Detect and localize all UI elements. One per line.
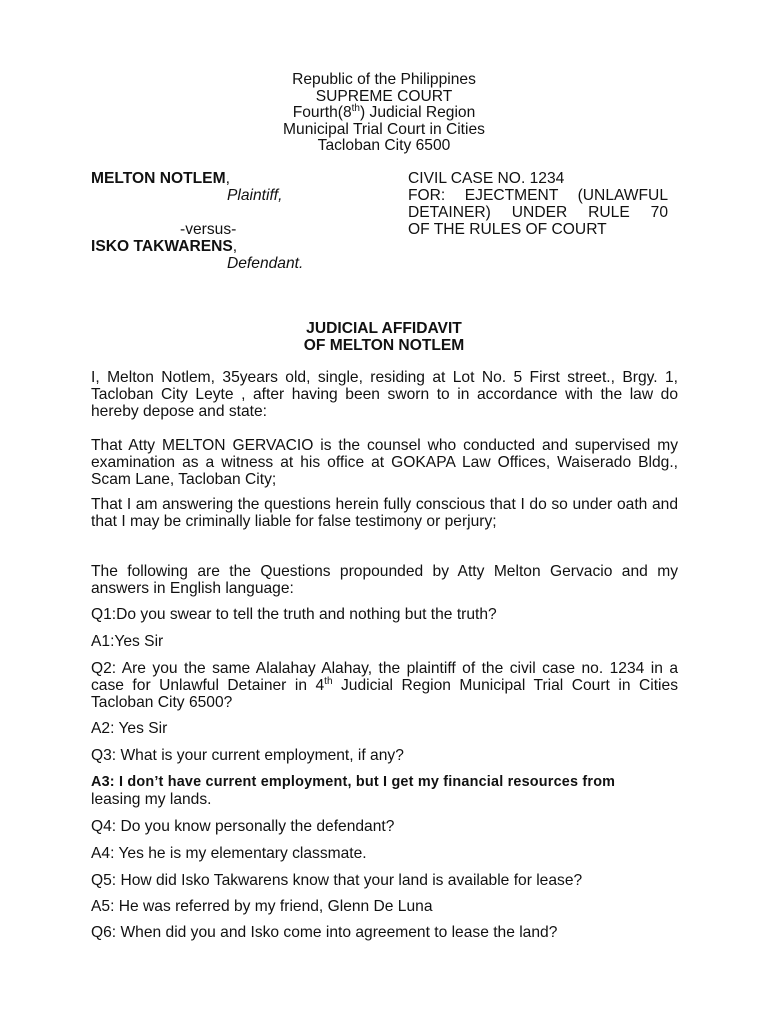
answer-3-rest: leasing my lands. xyxy=(91,791,212,808)
counsel-paragraph: That Atty MELTON GERVACIO is the counsel who conducted and supervised my examination as a witness at his office at GOKAPA Law Offices, Waiserado Bldg., Scam Lane, Tacloban City; xyxy=(91,437,678,488)
affidavit-title xyxy=(0,320,768,354)
case-details xyxy=(408,170,668,238)
defendant-name: ISKO TAKWARENS xyxy=(91,238,233,255)
intro-paragraph: I, Melton Notlem, 35years old, single, residing at Lot No. 5 First street., Brgy. 1, Tacloban City Leyte , after having been sworn to in accordance with the law do hereby depose and state: xyxy=(91,369,678,420)
header-city: Tacloban City 6500 xyxy=(317,137,451,155)
question-2 xyxy=(91,660,678,711)
defendant-line xyxy=(91,238,391,255)
title-line1: JUDICIAL AFFIDAVIT xyxy=(306,320,462,337)
case-nature-line3: OF THE RULES OF COURT xyxy=(408,221,607,238)
versus-label: -versus- xyxy=(180,221,237,238)
answer-2: A2: Yes Sir xyxy=(91,720,168,737)
header-trial-court: Municipal Trial Court in Cities xyxy=(283,120,485,138)
question-3: Q3: What is your current employment, if any? xyxy=(91,747,404,764)
question-4: Q4: Do you know personally the defendant? xyxy=(91,818,395,835)
case-nature-line1: FOR: EJECTMENT (UNLAWFUL xyxy=(408,187,668,204)
question-2-sup: th xyxy=(324,675,333,687)
court-header xyxy=(0,72,768,155)
case-number: CIVIL CASE NO. 1234 xyxy=(408,170,565,187)
header-region-sup: th xyxy=(351,103,360,114)
question-1: Q1:Do you swear to tell the truth and nothing but the truth? xyxy=(91,606,497,623)
oath-paragraph: That I am answering the questions herein fully conscious that I do so under oath and that I may be criminally liable for false testimony or perjury; xyxy=(91,496,678,530)
question-5: Q5: How did Isko Takwarens know that your land is available for lease? xyxy=(91,872,583,889)
title-line2: OF MELTON NOTLEM xyxy=(303,337,465,354)
question-2-text: Q2: Are you the same Alalahay Alahay, the plaintiff of the civil case no. 1234 in a case for Unlawful Detainer in 4 xyxy=(91,660,678,694)
defendant-comma: , xyxy=(232,238,238,255)
case-parties xyxy=(91,170,391,272)
answer-5: A5: He was referred by my friend, Glenn De Luna xyxy=(91,898,433,915)
plaintiff-line xyxy=(91,170,391,187)
header-judicial-region xyxy=(0,105,768,122)
plaintiff-name: MELTON NOTLEM xyxy=(91,170,226,187)
header-region-text-end: ) Judicial Region xyxy=(360,104,476,122)
case-nature-line2: DETAINER) UNDER RULE 70 xyxy=(408,204,668,221)
questions-intro-paragraph: The following are the Questions propounded by Atty Melton Gervacio and my answers in English language: xyxy=(91,563,678,597)
question-2-text-end: Judicial Region Municipal Trial Court in Cities Tacloban City 6500? xyxy=(91,677,678,711)
plaintiff-role: Plaintiff, xyxy=(227,187,283,204)
answer-3 xyxy=(91,774,678,809)
header-supreme-court: SUPREME COURT xyxy=(315,87,453,105)
defendant-role: Defendant. xyxy=(227,255,304,272)
header-republic: Republic of the Philippines xyxy=(292,71,476,88)
header-region-text: Fourth(8 xyxy=(292,104,352,122)
plaintiff-comma: , xyxy=(225,170,230,187)
question-6: Q6: When did you and Isko come into agreement to lease the land? xyxy=(91,924,558,941)
answer-1: A1:Yes Sir xyxy=(91,633,164,650)
answer-4: A4: Yes he is my elementary classmate. xyxy=(91,845,367,862)
affidavit-body xyxy=(91,369,678,941)
answer-3-bold: A3: I don’t have current employment, but I get my financial resources from xyxy=(91,774,616,790)
